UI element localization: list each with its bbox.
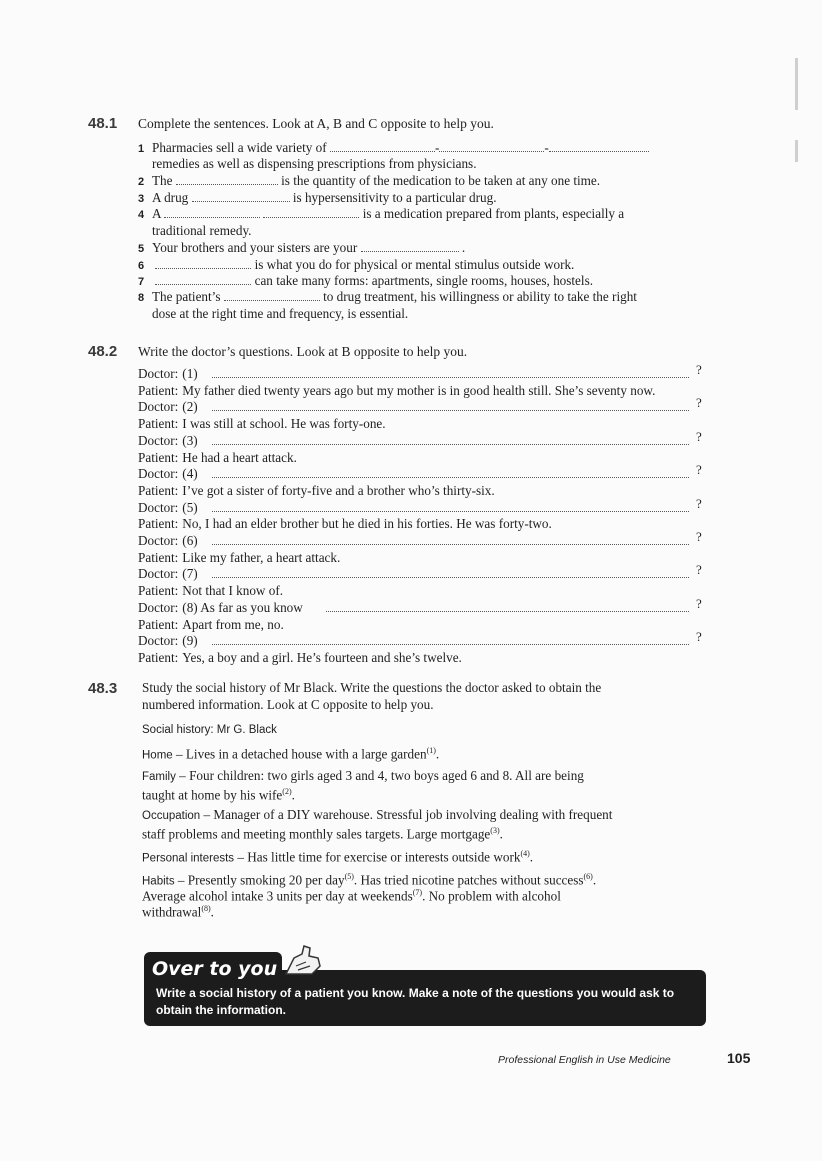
exercise-48-2 <box>88 343 728 668</box>
patient-answer-line <box>138 617 284 633</box>
over-to-you-text: Write a social history of a patient you know. Make a note of the questions you would ask to obtain the information. <box>156 986 675 1017</box>
speaker-label: Doctor: <box>138 466 179 482</box>
exercise-48-3 <box>88 680 728 925</box>
question-mark: ? <box>696 595 702 611</box>
sentence-7: 7 can take many forms: apartments, single rooms, houses, hostels. <box>138 273 594 288</box>
line-text: I’ve got a sister of forty-five and a brother who’s thirty-six. <box>182 482 495 498</box>
sentence-6: 6 is what you do for physical or mental stimulus outside work. <box>138 257 575 272</box>
exercise-instruction: numbered information. Look at C opposite to help you. <box>142 697 434 712</box>
line-text: (6) <box>182 533 198 548</box>
doctor-question-line <box>138 366 198 382</box>
page-number: 105 <box>727 1050 751 1066</box>
speaker-label: Patient: <box>138 516 179 532</box>
family-entry: Family – Four children: two girls aged 3 and 4, two boys aged 6 and 8. All are being <box>142 768 584 783</box>
sentence-8: 8 The patient’s to drug treatment, his willingness or ability to take the right <box>138 289 637 304</box>
page-edge-mark <box>795 58 798 110</box>
home-entry: Home – Lives in a detached house with a large garden$^{(1)}$. <box>142 746 440 762</box>
speaker-label: Patient: <box>138 382 179 398</box>
exercise-instruction: Study the social history of Mr Black. Write the questions the doctor asked to obtain the <box>142 680 602 695</box>
sentence-2: 2 The is the quantity of the medication to be taken at any one time. <box>138 173 601 188</box>
exercise-instruction: Complete the sentences. Look at A, B and C opposite to help you. <box>138 116 494 131</box>
speaker-label: Patient: <box>138 549 179 565</box>
sentence-1: 1 Pharmacies sell a wide variety of - - <box>138 140 649 157</box>
interests-entry: Personal interests – Has little time for exercise or interests outside work$^{(4)}$. <box>142 849 534 865</box>
speaker-label: Patient: <box>138 449 179 465</box>
speaker-label: Doctor: <box>138 599 179 615</box>
answer-blank[interactable] <box>263 207 359 218</box>
line-text: (3) <box>182 432 198 448</box>
sentence-8-cont: dose at the right time and frequency, is essential. <box>152 306 409 321</box>
answer-blank[interactable] <box>212 534 689 545</box>
answer-blank[interactable] <box>192 191 290 202</box>
speaker-label: Doctor: <box>138 633 179 649</box>
answer-blank[interactable] <box>212 367 689 378</box>
line-text: (8) As far as you know <box>182 599 303 615</box>
occupation-entry: Occupation – Manager of a DIY warehouse. Stressful job involving dealing with frequent <box>142 807 613 822</box>
exercise-instruction: Write the doctor’s questions. Look at B opposite to help you. <box>138 344 468 359</box>
page-edge-mark <box>795 140 798 162</box>
sentence-3: 3 A drug is hypersensitivity to a particular drug. <box>138 190 497 205</box>
question-mark: ? <box>696 462 702 478</box>
speaker-label: Doctor: <box>138 366 179 381</box>
line-text: (1) <box>182 366 198 381</box>
speaker-label: Doctor: <box>138 533 179 548</box>
doctor-question-line <box>138 633 198 649</box>
answer-blank[interactable] <box>361 241 459 252</box>
line-text: (5) <box>182 499 198 515</box>
patient-answer-line <box>138 450 297 466</box>
exercise-number: 48.3 <box>88 680 118 697</box>
question-mark: ? <box>696 562 702 578</box>
patient-answer-line <box>138 416 386 432</box>
answer-blank[interactable] <box>212 400 689 411</box>
doctor-question-line <box>138 533 198 549</box>
answer-blank[interactable] <box>326 601 689 612</box>
sentence-5: 5 Your brothers and your sisters are your . <box>138 240 466 255</box>
habits-entry-cont: withdrawal$^{(8)}$. <box>142 904 214 920</box>
speaker-label: Doctor: <box>138 566 179 582</box>
answer-blank[interactable] <box>549 141 649 152</box>
answer-blank[interactable] <box>330 141 435 152</box>
doctor-question-line <box>138 566 198 582</box>
doctor-question-line <box>138 600 303 616</box>
speaker-label: Patient: <box>138 416 179 432</box>
question-mark: ? <box>696 529 702 544</box>
answer-blank[interactable] <box>155 258 251 269</box>
line-text: Yes, a boy and a girl. He’s fourteen and she’s twelve. <box>182 649 462 665</box>
speaker-label: Patient: <box>138 649 179 665</box>
exercise-number: 48.2 <box>88 343 118 360</box>
line-text: (4) <box>182 466 198 482</box>
speaker-label: Patient: <box>138 616 179 632</box>
pointing-hand-icon <box>282 944 324 978</box>
line-text: Apart from me, no. <box>182 616 284 632</box>
patient-answer-line <box>138 550 340 566</box>
answer-blank[interactable] <box>155 274 251 285</box>
question-mark: ? <box>696 362 702 377</box>
sentence-1-cont: remedies as well as dispensing prescriptions from physicians. <box>152 156 477 171</box>
patient-answer-line <box>138 650 462 666</box>
speaker-label: Doctor: <box>138 399 179 415</box>
doctor-question-line <box>138 500 198 516</box>
speaker-label: Patient: <box>138 583 179 599</box>
answer-blank[interactable] <box>164 207 260 218</box>
social-history-heading: Social history: Mr G. Black <box>142 724 277 736</box>
speaker-label: Doctor: <box>138 499 179 515</box>
habits-entry-cont: Average alcohol intake 3 units per day at weekends$^{(7)}$. No problem with alcohol <box>142 888 561 904</box>
question-mark: ? <box>696 495 702 511</box>
sentence-4-cont: traditional remedy. <box>152 223 252 238</box>
line-text: Like my father, a heart attack. <box>182 549 341 565</box>
answer-blank[interactable] <box>212 467 689 478</box>
patient-answer-line <box>138 516 552 532</box>
speaker-label: Doctor: <box>138 432 179 448</box>
book-title: Professional English in Use Medicine <box>498 1054 671 1066</box>
family-entry-cont: taught at home by his wife$^{(2)}$. <box>142 787 295 803</box>
line-text: (9) <box>182 633 198 649</box>
sentence-4: 4 A is a medication prepared from plants, especially a <box>138 206 625 221</box>
answer-blank[interactable] <box>212 501 689 512</box>
occupation-entry-cont: staff problems and meeting monthly sales targets. Large mortgage$^{(3)}$. <box>142 826 503 842</box>
answer-blank[interactable] <box>212 434 689 445</box>
line-text: Not that I know of. <box>182 583 284 599</box>
answer-blank[interactable] <box>439 141 544 152</box>
exercise-number: 48.1 <box>88 115 118 132</box>
answer-blank[interactable] <box>176 174 278 185</box>
answer-blank[interactable] <box>212 567 689 578</box>
speaker-label: Patient: <box>138 482 179 498</box>
patient-answer-line <box>138 483 495 499</box>
doctor-question-line <box>138 433 198 449</box>
doctor-question-line <box>138 466 198 482</box>
question-mark: ? <box>696 428 702 444</box>
exercise-48-1 <box>88 115 728 325</box>
question-mark: ? <box>696 629 702 645</box>
habits-entry: Habits – Presently smoking 20 per day$^{(5)}$. Has tried nicotine patches without success$^{(6)}$. <box>142 872 597 888</box>
question-mark: ? <box>696 395 702 411</box>
line-text: No, I had an elder brother but he died in his forties. He was forty-two. <box>182 516 552 532</box>
line-text: (2) <box>182 399 198 415</box>
doctor-question-line <box>138 399 198 415</box>
line-text: I was still at school. He was forty-one. <box>182 416 386 432</box>
patient-answer-line <box>138 383 655 399</box>
answer-blank[interactable] <box>224 290 320 301</box>
patient-answer-line <box>138 583 283 599</box>
line-text: My father died twenty years ago but my mother is in good health still. She’s seventy now. <box>182 382 656 398</box>
answer-blank[interactable] <box>212 634 689 645</box>
over-to-you-title: Over to you <box>152 958 278 980</box>
line-text: (7) <box>182 566 198 582</box>
line-text: He had a heart attack. <box>182 449 297 465</box>
